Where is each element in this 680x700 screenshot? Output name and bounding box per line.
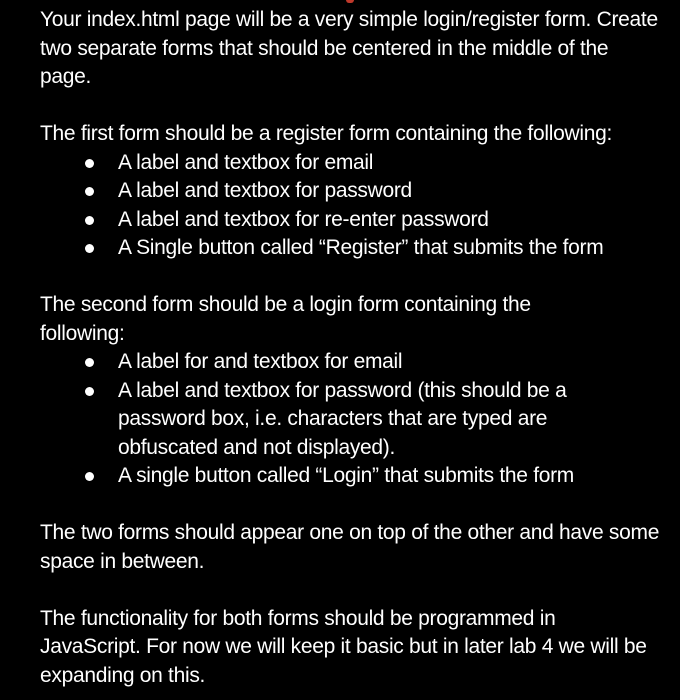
list-item-text: A label for and textbox for email [118, 350, 403, 373]
top-accent-mark [346, 0, 354, 3]
list-item [40, 177, 660, 206]
bullet-icon [85, 472, 94, 481]
list-item-text: A label and textbox for re-enter password [118, 207, 489, 231]
list-item [40, 348, 660, 377]
list-item-text: A label and textbox for email [118, 150, 374, 174]
bullet-icon [85, 187, 94, 196]
list-item [40, 377, 660, 463]
list-item-text: A Single button called “Register” that submits the form [118, 236, 604, 259]
assignment-instructions [40, 6, 660, 690]
list-item-text: A label and textbox for password (this should be a password box, i.e. characters that are typed are obfuscated and not displayed). [118, 378, 567, 459]
bullet-icon [85, 358, 94, 367]
list-item [40, 149, 660, 178]
register-heading: The first form should be a register form containing the following: [40, 122, 612, 145]
list-item-text: A single button called “Login” that submits the form [118, 464, 574, 487]
intro-paragraph: Your index.html page will be a very simple login/register form. Create two separate forms that should be centered in the middle of the page. [40, 8, 658, 88]
bullet-icon [85, 387, 94, 396]
login-form-requirements [40, 291, 660, 491]
layout-paragraph: The two forms should appear one on top of the other and have some space in between. [40, 521, 660, 573]
register-requirements-list [40, 149, 660, 263]
list-item-text: A label and textbox for password [118, 179, 412, 202]
bullet-icon [85, 216, 94, 225]
list-item [40, 462, 660, 491]
login-heading: The second form should be a login form containing the following: [40, 293, 531, 345]
list-item [40, 206, 660, 235]
list-item [40, 234, 660, 263]
bullet-icon [85, 244, 94, 253]
bullet-icon [85, 159, 94, 168]
login-requirements-list [40, 348, 660, 491]
register-form-requirements [40, 120, 660, 263]
functionality-paragraph: The functionality for both forms should be programmed in JavaScript. For now we will keep it basic but in later lab 4 we will be expanding on this. [40, 606, 647, 687]
